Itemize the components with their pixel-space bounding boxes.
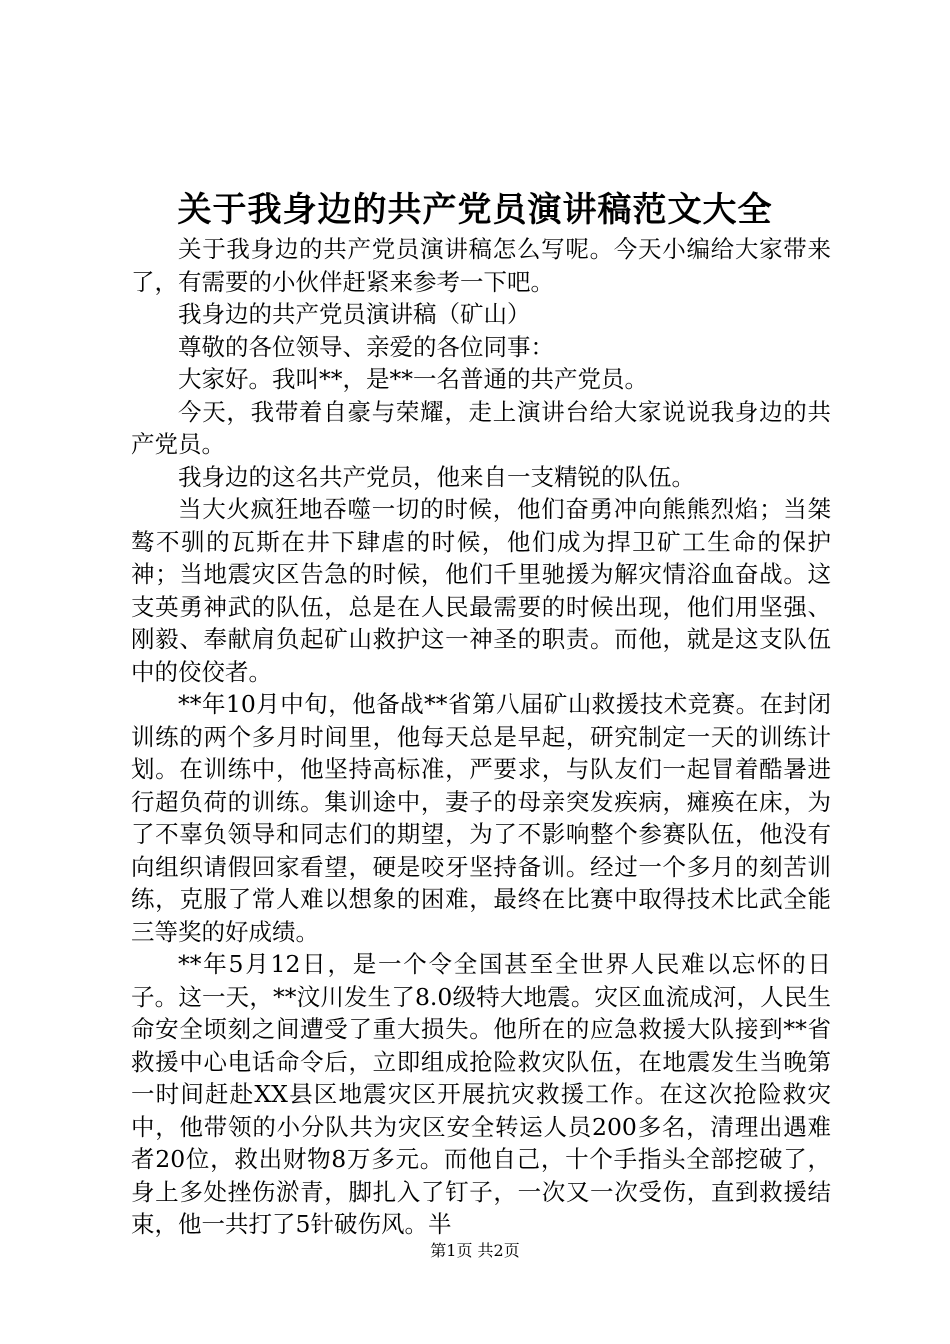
paragraph-greeting: 大家好。我叫**，是**一名普通的共产党员。 xyxy=(178,365,648,393)
document-body xyxy=(131,233,831,1241)
paragraph-opening: 今天，我带着自豪与荣耀，走上演讲台给大家说说我身边的共产党员。 xyxy=(131,397,831,458)
paragraph-team: 我身边的这名共产党员，他来自一支精锐的队伍。 xyxy=(178,462,695,491)
paragraph-team-description: 当大火疯狂地吞噬一切的时候，他们奋勇冲向熊熊烈焰；当桀骜不驯的瓦斯在井下肆虐的时候，他们成为捍卫矿工生命的保护神；当地震灾区告急的时候，他们千里驰援为解灾情浴血奋战。这支英勇神武的队伍，总是在人民最需要的时候出现，他们用坚强、刚毅、奉献肩负起矿山救护这一神圣的职责。而他，就是这支队伍中的佼佼者。 xyxy=(131,495,831,686)
paragraph-intro: 关于我身边的共产党员演讲稿怎么写呢。今天小编给大家带来了，有需要的小伙伴赶紧来参考一下吧。 xyxy=(131,235,831,296)
paragraph-competition: **年10月中旬，他备战**省第八届矿山救援技术竞赛。在封闭训练的两个多月时间里，他每天总是早起，研究制定一天的训练计划。在训练中，他坚持高标准，严要求，与队友们一起冒着酷暑进行超负荷的训练。集训途中，妻子的母亲突发疾病，瘫痪在床，为了不辜负领导和同志们的期望，为了不影响整个参赛队伍，他没有向组织请假回家看望，硬是咬牙坚持备训。经过一个多月的刻苦训练，克服了常人难以想象的困难，最终在比赛中取得技术比武全能三等奖的好成绩。 xyxy=(131,690,831,946)
document-title: 关于我身边的共产党员演讲稿范文大全 xyxy=(177,190,773,230)
paragraph-subtitle: 我身边的共产党员演讲稿（矿山） xyxy=(178,300,531,328)
page-number: 第1页 共2页 xyxy=(430,1241,520,1260)
paragraph-salutation: 尊敬的各位领导、亲爱的各位同事： xyxy=(178,332,554,361)
paragraph-earthquake: **年5月12日，是一个令全国甚至全世界人民难以忘怀的日子。这一天，**汶川发生了8.0级特大地震。灾区血流成河，人民生命安全顷刻之间遭受了重大损失。他所在的应急救援大队接到**省救援中心电话命令后，立即组成抢险救灾队伍，在地震发生当晚第一时间赶赴XX县区地震灾区开展抗灾救援工作。在这次抢险救灾中，他带领的小分队共为灾区安全转运人员200多名，清理出遇难者20位，救出财物8万多元。而他自己，十个手指头全部挖破了，身上多处挫伤淤青，脚扎入了钉子，一次又一次受伤，直到救援结束，他一共打了5针破伤风。半 xyxy=(131,950,831,1238)
